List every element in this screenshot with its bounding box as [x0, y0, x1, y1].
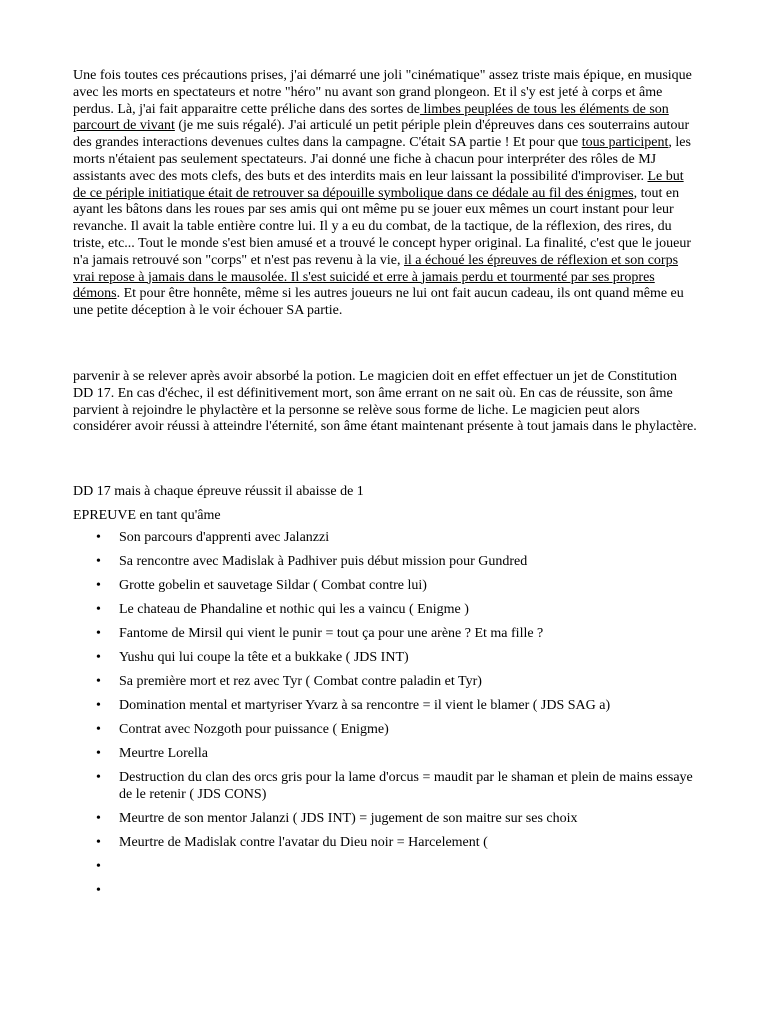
list-item: • Meurtre de Madislak contre l'avatar du Dieu noir = Harcelement ( — [73, 835, 697, 852]
underlined-text: limbes peuplées de tous les éléments de son parcourt de vivant — [73, 101, 669, 134]
paragraph-text: (je me suis régalé). J'ai articulé un petit périple plein d'épreuves dans ces souterrains autour des grandes interactions devenues cultes dans la campagne. C'était SA partie ! Et pour que — [73, 118, 690, 151]
underlined-text: Le but de ce périple initiatique était de retrouver sa dépouille symbolique dans ce dédale au fil des énigmes — [73, 168, 684, 201]
list-item: • Domination mental et martyriser Yvarz à sa rencontre = il vient le blamer ( JDS SAG a) — [73, 698, 697, 715]
list-item: • Contrat avec Nozgoth pour puissance ( Enigme) — [73, 722, 697, 739]
paragraph-text: . Et pour être honnête, même si les autres joueurs ne lui ont fait aucun cadeau, ils ont quand même eu une petite déception à le voir échouer SA partie. — [73, 286, 684, 319]
list-item: • Destruction du clan des orcs gris pour la lame d'orcus = maudit par le shaman et plein de mains essaye de le retenir ( JDS CONS) — [73, 770, 697, 804]
list-item: • Son parcours d'apprenti avec Jalanzzi — [73, 530, 697, 547]
list-item: • Yushu qui lui coupe la tête et a bukkake ( JDS INT) — [73, 650, 697, 667]
list-item-empty — [73, 883, 697, 900]
line-dd: DD 17 mais à chaque épreuve réussit il abaisse de 1 — [73, 484, 364, 499]
list-item: • Sa rencontre avec Madislak à Padhiver puis début mission pour Gundred — [73, 554, 697, 571]
list-item: • Sa première mort et rez avec Tyr ( Combat contre paladin et Tyr) — [73, 674, 697, 691]
list-item: • Meurtre Lorella — [73, 746, 697, 763]
list-item: • Fantome de Mirsil qui vient le punir = tout ça pour une arène ? Et ma fille ? — [73, 626, 697, 643]
line-epreuve: EPREUVE en tant qu'âme — [73, 508, 221, 523]
paragraph-text: , tout en ayant les bâtons dans les roues par ses amis qui ont même pu se jouer eux mêmes un court instant pour leur revanche. Il avait la table entière contre lui. Il y a eu du combat, de la tactique, de la réflexion, des rires, du triste, etc... Tout le monde s'est bien amusé et a trouvé le concept hyper original. La finalité, c'est que le joueur n'a jamais retrouvé son "corps" et n'est pas revenu à la vie, — [73, 185, 692, 268]
list-item: • Le chateau de Phandaline et nothic qui les a vaincu ( Enigme ) — [73, 602, 697, 619]
list-item-empty — [73, 859, 697, 876]
paragraph-text: Une fois toutes ces précautions prises, j'ai démarré une joli "cinématique" assez triste mais épique, en musique avec les morts en spectateurs et notre "héro" nu avant son grand plongeon. Et il s'y est jeté à corps et âme perdus. Là, j'ai fait apparaitre cette préliche dans des sortes de — [73, 68, 692, 117]
paragraph-potion: parvenir à se relever après avoir absorbé la potion. Le magicien doit en effet effectuer un jet de Constitution DD 17. En cas d'échec, il est définitivement mort, son âme errant on ne sait où. En cas de réussite, son âme parvient à rejoindre le phylactère et la personne se relève sous forme de liche. Le magicien peut alors considérer avoir réussi à atteindre l'éternité, son âme étant maintenant présente à tout jamais dans le phylactère. — [73, 369, 697, 435]
list-item: • Meurtre de son mentor Jalanzi ( JDS INT) = jugement de son maitre sur ses choix — [73, 811, 697, 828]
paragraph-text: , les morts n'étaient pas seulement spectateurs. J'ai donné une fiche à chacun pour interpréter des rôles de MJ assistants avec des mots clefs, des buts et des interdits mais en leur laissant la possibilité d'improviser. — [73, 135, 691, 184]
epreuve-list — [73, 530, 697, 907]
underlined-text: tous participent — [581, 135, 669, 151]
list-item: • Grotte gobelin et sauvetage Sildar ( Combat contre lui) — [73, 578, 697, 595]
underlined-text: il a échoué les épreuves de réflexion et son corps vrai repose à jamais dans le mausolée. Il s'est suicidé et erre à jamais perdu et tourmenté par ses propres démons — [73, 252, 679, 302]
paragraph-cinematique — [73, 68, 697, 320]
